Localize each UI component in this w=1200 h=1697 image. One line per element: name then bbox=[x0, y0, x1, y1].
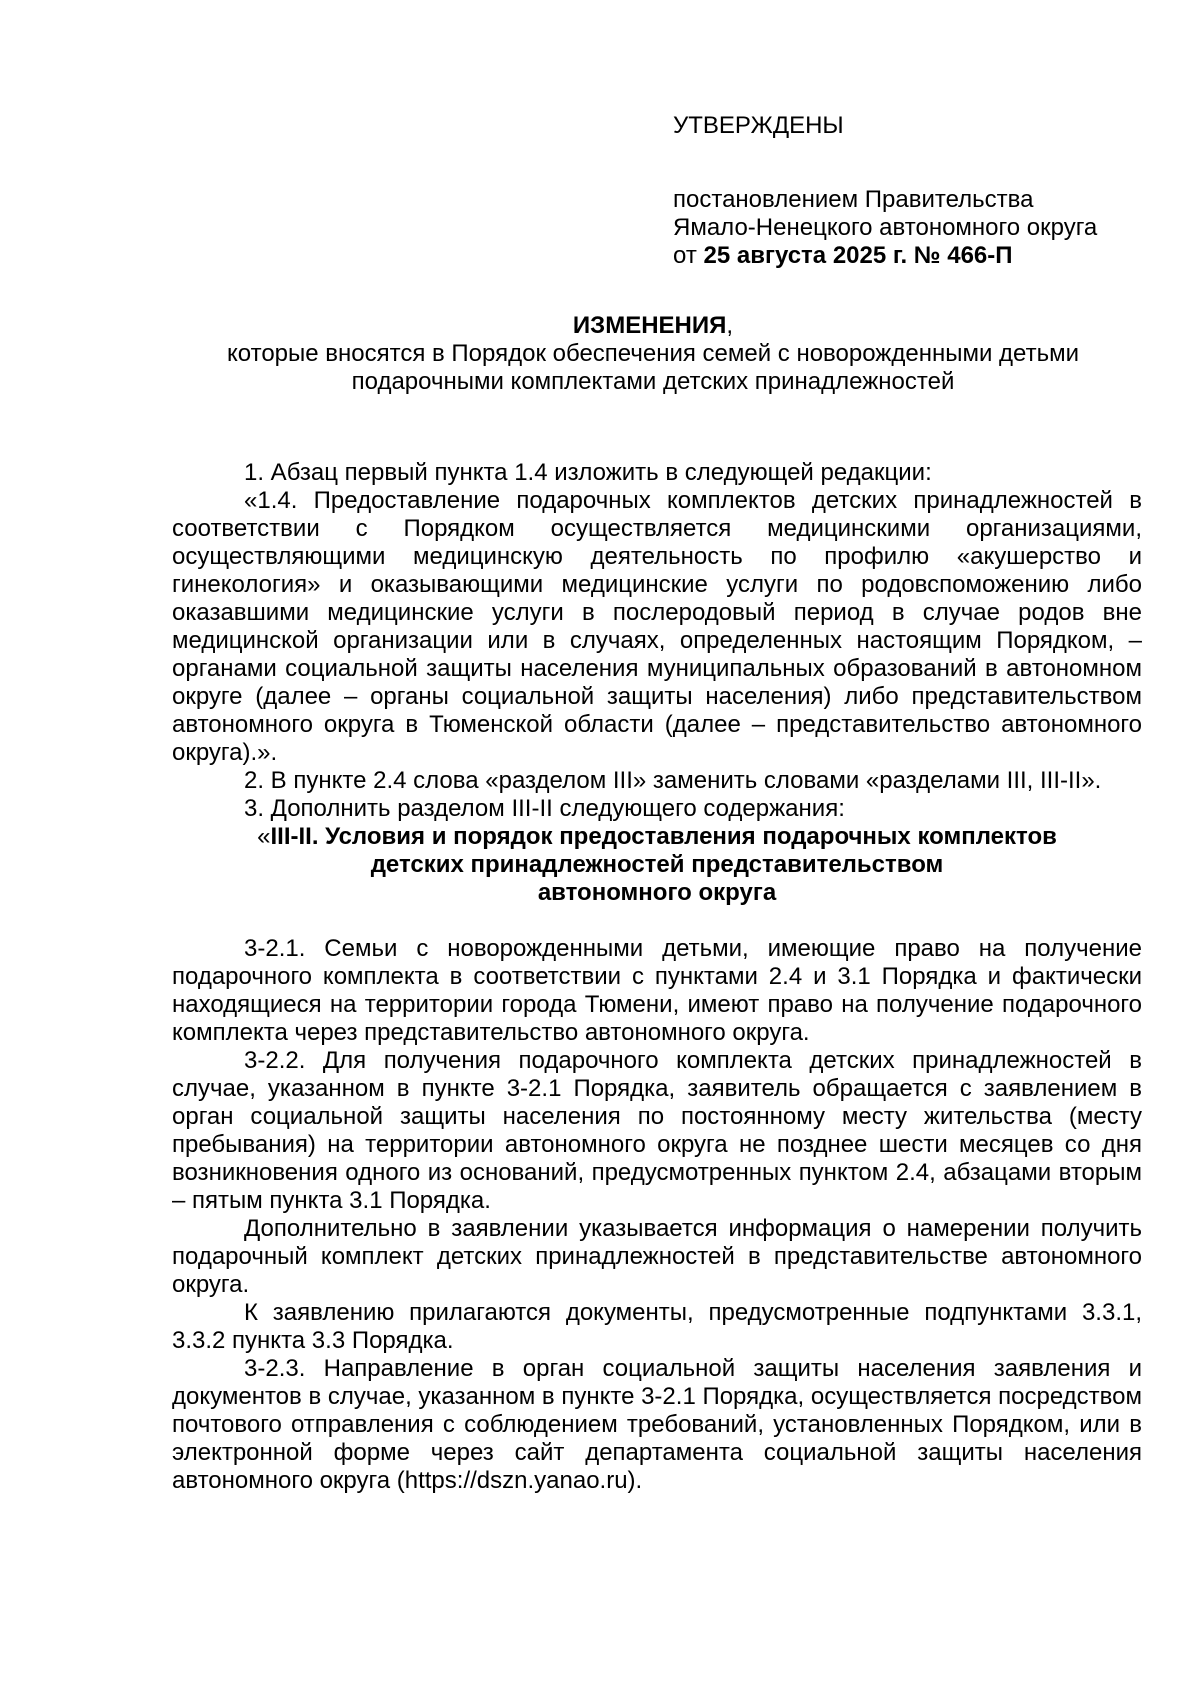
approval-date-line bbox=[673, 242, 1153, 270]
paragraph-4: 3. Дополнить разделом III-II следующего содержания: bbox=[244, 795, 845, 822]
document-title-block bbox=[160, 312, 1146, 396]
approval-date-prefix: от bbox=[673, 242, 704, 269]
paragraph-1: 1. Абзац первый пункта 1.4 изложить в следующей редакции: bbox=[244, 459, 932, 486]
section-heading-line-1 bbox=[172, 823, 1142, 851]
approval-heading: УТВЕРЖДЕНЫ bbox=[673, 112, 844, 139]
section-heading-line-3: автономного округа bbox=[537, 879, 777, 906]
section-heading-line-1-text: III-II. Условия и порядок предоставления подарочных комплектов bbox=[270, 823, 1057, 850]
paragraph-3-2-1: 3-2.1. Семьи с новорожденными детьми, имеющие право на получение подарочного комплекта в соответствии с пунктами 2.4 и 3.1 Порядка и фактически находящиеся на территории города Тюмени, имеют право на получение подарочного комплекта через представительство автономного округа. bbox=[172, 935, 1142, 1046]
paragraph-documents: К заявлению прилагаются документы, предусмотренные подпунктами 3.3.1, 3.3.2 пункта 3.3 Порядка. bbox=[172, 1299, 1142, 1354]
paragraph-additional-info: Дополнительно в заявлении указывается информация о намерении получить подарочный комплект детских принадлежностей в представительстве автономного округа. bbox=[172, 1215, 1142, 1298]
section-heading-line-2: детских принадлежностей представительством bbox=[370, 851, 944, 878]
paragraph-3-2-2: 3-2.2. Для получения подарочного комплекта детских принадлежностей в случае, указанном в пункте 3-2.1 Порядка, заявитель обращается с заявлением в орган социальной защиты населения по постоянному месту жительства (месту пребывания) на территории автономного округа не позднее шести месяцев со дня возникновения одного из оснований, предусмотренных пунктом 2.4, абзацами вторым – пятым пункта 3.1 Порядка. bbox=[172, 1047, 1142, 1214]
document-title-comma: , bbox=[726, 312, 734, 339]
document-body bbox=[172, 459, 1142, 1495]
approval-line-2: Ямало-Ненецкого автономного округа bbox=[673, 214, 1098, 241]
document-title bbox=[160, 312, 1146, 340]
approval-line-1: постановлением Правительства bbox=[673, 186, 1034, 213]
approval-block bbox=[673, 112, 1153, 270]
section-heading-quote: « bbox=[257, 823, 271, 850]
paragraph-2: «1.4. Предоставление подарочных комплектов детских принадлежностей в соответствии с Порядком осуществляется медицинскими организациями, осуществляющими медицинскую деятельность по профилю «акушерство и гинекология» и оказывающими медицинские услуги по родовспоможению либо оказавшими медицинские услуги в послеродовый период в случае родов вне медицинской организации или в случаях, определенных настоящим Порядком, – органами социальной защиты населения муниципальных образований в автономном округе (далее – органы социальной защиты населения) либо представительством автономного округа в Тюменской области (далее – представительство автономного округа).». bbox=[172, 487, 1142, 766]
section-heading bbox=[172, 823, 1142, 907]
document-title-text: ИЗМЕНЕНИЯ bbox=[572, 312, 727, 339]
paragraph-3: 2. В пункте 2.4 слова «разделом III» заменить словами «разделами III, III-II». bbox=[244, 767, 1102, 794]
approval-date-value: 25 августа 2025 г. № 466-П bbox=[703, 242, 1013, 269]
section-gap bbox=[172, 907, 1142, 935]
paragraph-3-2-3: 3-2.3. Направление в орган социальной защиты населения заявления и документов в случае, указанном в пункте 3-2.1 Порядка, осуществляется посредством почтового отправления с соблюдением требований, установленных Порядком, или в электронной форме через сайт департамента социальной защиты населения автономного округа (https://dszn.yanao.ru). bbox=[172, 1355, 1142, 1494]
document-subtitle-line-2: подарочными комплектами детских принадлежностей bbox=[351, 368, 955, 395]
document-subtitle-line-1: которые вносятся в Порядок обеспечения семей с новорожденными детьми bbox=[227, 340, 1079, 367]
